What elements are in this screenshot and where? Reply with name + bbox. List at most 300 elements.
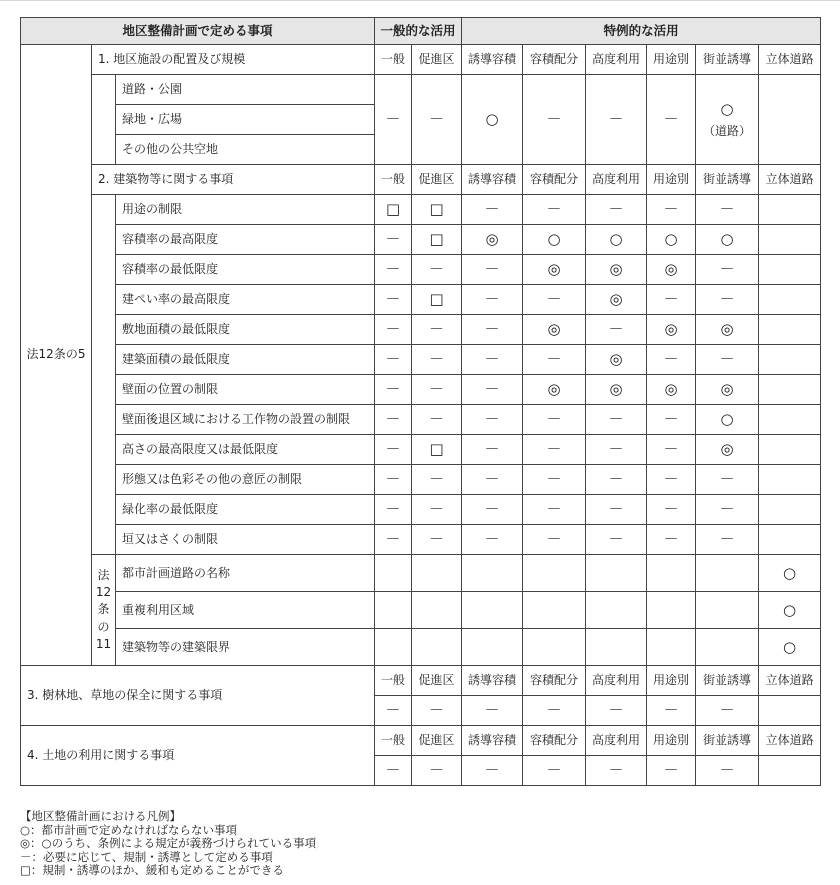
value-cell — [462, 195, 523, 225]
dash-mark: － — [608, 500, 624, 519]
value-cell — [523, 255, 586, 285]
value-cell — [586, 285, 647, 315]
circle-mark: ○ — [783, 637, 797, 656]
dash-mark: － — [484, 380, 500, 399]
column-header: 高度利用 — [586, 726, 647, 756]
value-cell — [586, 696, 647, 726]
dash-mark: － — [719, 500, 735, 519]
value-cell — [759, 465, 821, 495]
dash-mark: － — [385, 470, 401, 489]
value-cell — [759, 285, 821, 315]
dash-mark: － — [385, 110, 401, 129]
dash-mark: － — [546, 200, 562, 219]
item-row — [21, 225, 821, 255]
dash-mark: － — [546, 440, 562, 459]
value-cell — [696, 375, 759, 405]
value-cell — [462, 75, 523, 165]
double-circle-mark: ◎ — [485, 230, 499, 249]
value-cell — [759, 315, 821, 345]
value-cell — [462, 405, 523, 435]
value-cell — [759, 435, 821, 465]
dash-mark: － — [719, 701, 735, 720]
value-cell — [523, 75, 586, 165]
value-cell — [647, 255, 696, 285]
value-cell — [375, 75, 412, 165]
value-cell — [759, 375, 821, 405]
circle-mark: ○ — [547, 230, 561, 249]
indent-cell — [92, 75, 116, 165]
double-circle-mark: ◎ — [609, 290, 623, 309]
dash-mark: － — [546, 110, 562, 129]
section-title: 2. 建築物等に関する事項 — [92, 165, 375, 195]
value-cell — [759, 525, 821, 555]
dash-mark: － — [663, 110, 679, 129]
item-label: 壁面後退区域における工作物の設置の制限 — [116, 405, 375, 435]
value-cell — [696, 225, 759, 255]
column-header: 一般 — [375, 666, 412, 696]
header-matters: 地区整備計画で定める事項 — [21, 18, 375, 45]
value-cell — [647, 756, 696, 786]
dash-mark: － — [484, 410, 500, 429]
dash-mark: － — [385, 230, 401, 249]
value-cell — [696, 555, 759, 592]
table-body — [21, 18, 821, 786]
value-cell — [696, 195, 759, 225]
column-header: 誘導容積 — [462, 666, 523, 696]
value-cell — [375, 375, 412, 405]
column-header: 容積配分 — [523, 45, 586, 75]
dash-mark: － — [385, 380, 401, 399]
value-cell — [696, 592, 759, 629]
value-cell — [375, 555, 412, 592]
value-cell — [462, 285, 523, 315]
column-header: 高度利用 — [586, 666, 647, 696]
value-cell — [462, 345, 523, 375]
value-cell — [523, 195, 586, 225]
double-circle-mark: ◎ — [609, 260, 623, 279]
value-cell — [523, 285, 586, 315]
value-cell — [759, 255, 821, 285]
column-header: 立体道路 — [759, 726, 821, 756]
value-cell — [586, 525, 647, 555]
item-label: 高さの最高限度又は最低限度 — [116, 435, 375, 465]
value-cell — [462, 592, 523, 629]
dash-mark: － — [484, 200, 500, 219]
dash-mark: － — [385, 290, 401, 309]
dash-mark: － — [385, 500, 401, 519]
item-row — [21, 195, 821, 225]
circle-mark: ○ — [720, 410, 734, 429]
item-label: 垣又はさくの制限 — [116, 525, 375, 555]
value-cell — [412, 592, 462, 629]
value-cell — [412, 375, 462, 405]
value-cell — [523, 495, 586, 525]
column-header: 高度利用 — [586, 165, 647, 195]
value-cell — [759, 592, 821, 629]
value-cell — [523, 629, 586, 666]
legend-line: ◎：○のうち、条例による規定が義務づけられている事項 — [20, 836, 317, 850]
double-circle-mark: ◎ — [609, 380, 623, 399]
item-row — [21, 375, 821, 405]
circle-mark: ○ — [609, 230, 623, 249]
value-cell — [696, 495, 759, 525]
item-row — [21, 315, 821, 345]
value-cell — [759, 195, 821, 225]
value-cell — [462, 525, 523, 555]
double-circle-mark: ◎ — [720, 320, 734, 339]
value-cell — [586, 555, 647, 592]
value-cell — [412, 435, 462, 465]
value-cell — [647, 405, 696, 435]
value-cell — [696, 756, 759, 786]
value-cell — [523, 555, 586, 592]
item-label: 形態又は色彩その他の意匠の制限 — [116, 465, 375, 495]
value-cell — [375, 225, 412, 255]
dash-mark: － — [608, 701, 624, 720]
dash-mark: － — [484, 761, 500, 780]
legend-line: ○：都市計画で定めなければならない事項 — [20, 822, 238, 837]
value-cell — [586, 435, 647, 465]
header-general: 一般的な活用 — [375, 18, 462, 45]
item-row — [21, 592, 821, 629]
value-cell — [696, 629, 759, 666]
column-header: 用途別 — [647, 726, 696, 756]
value-cell — [759, 225, 821, 255]
column-header: 街並誘導 — [696, 666, 759, 696]
double-circle-mark: ◎ — [664, 320, 678, 339]
value-cell — [375, 696, 412, 726]
dash-mark: － — [546, 290, 562, 309]
value-cell — [696, 405, 759, 435]
item-row — [21, 285, 821, 315]
value-cell — [462, 629, 523, 666]
circle-mark: ○ — [485, 110, 499, 129]
value-cell — [647, 465, 696, 495]
circle-mark: ○ — [783, 563, 797, 582]
item-label: 道路・公園 — [116, 75, 375, 105]
dash-mark: － — [663, 440, 679, 459]
district-plan-table — [20, 17, 821, 786]
column-header: 立体道路 — [759, 45, 821, 75]
value-cell — [375, 345, 412, 375]
value-cell — [462, 756, 523, 786]
value-cell — [647, 525, 696, 555]
section-title: 3. 樹林地、草地の保全に関する事項 — [21, 666, 375, 726]
dash-mark: － — [484, 500, 500, 519]
item-label: 建ぺい率の最高限度 — [116, 285, 375, 315]
law-12-11-char: 11 — [95, 637, 112, 652]
value-cell — [375, 629, 412, 666]
value-cell — [375, 465, 412, 495]
dash-mark: － — [719, 470, 735, 489]
item-label: 都市計画道路の名称 — [116, 555, 375, 592]
value-cell — [586, 465, 647, 495]
dash-mark: － — [663, 350, 679, 369]
column-header: 用途別 — [647, 45, 696, 75]
value-cell — [375, 285, 412, 315]
dash-mark: － — [719, 761, 735, 780]
value-cell — [523, 525, 586, 555]
value-cell — [375, 756, 412, 786]
item-label: 容積率の最高限度 — [116, 225, 375, 255]
circle-mark: ○ — [783, 600, 797, 619]
dash-mark: － — [429, 320, 445, 339]
value-cell — [412, 285, 462, 315]
double-circle-mark: ◎ — [720, 440, 734, 459]
circle-mark: ○ — [720, 230, 734, 249]
dash-mark: － — [484, 701, 500, 720]
value-cell — [696, 255, 759, 285]
dash-mark: － — [719, 350, 735, 369]
value-cell — [586, 592, 647, 629]
value-cell — [586, 629, 647, 666]
value-cell — [696, 345, 759, 375]
value-cell — [523, 345, 586, 375]
dash-mark: － — [385, 701, 401, 720]
dash-mark: － — [429, 110, 445, 129]
square-mark: □ — [429, 200, 444, 219]
value-cell — [586, 315, 647, 345]
dash-mark: － — [429, 500, 445, 519]
value-cell — [523, 696, 586, 726]
dash-mark: － — [546, 701, 562, 720]
law-12-11-char: の — [97, 619, 110, 634]
value-cell — [412, 555, 462, 592]
dash-mark: － — [546, 470, 562, 489]
item-row — [21, 555, 821, 592]
value-cell — [523, 465, 586, 495]
value-cell — [647, 195, 696, 225]
dash-mark: － — [484, 290, 500, 309]
value-cell — [412, 255, 462, 285]
value-cell — [462, 255, 523, 285]
column-header: 街並誘導 — [696, 165, 759, 195]
dash-mark: － — [484, 350, 500, 369]
item-label: 敷地面積の最低限度 — [116, 315, 375, 345]
section-title: 1. 地区施設の配置及び規模 — [92, 45, 375, 75]
value-cell — [462, 315, 523, 345]
value-cell — [462, 495, 523, 525]
item-label: 重複利用区域 — [116, 592, 375, 629]
value-cell — [647, 75, 696, 165]
column-header: 街並誘導 — [696, 45, 759, 75]
value-cell — [523, 375, 586, 405]
double-circle-mark: ◎ — [547, 380, 561, 399]
dash-mark: － — [608, 530, 624, 549]
value-cell — [759, 405, 821, 435]
law-12-11-char: 条 — [97, 602, 110, 617]
column-header: 促進区 — [412, 726, 462, 756]
section-row — [21, 165, 821, 195]
law-12-11-char: 12 — [95, 584, 112, 599]
legend — [20, 810, 820, 878]
value-cell — [647, 555, 696, 592]
value-cell — [759, 756, 821, 786]
legend-title: 【地区整備計画における凡例】 — [20, 809, 181, 823]
square-mark: □ — [385, 200, 401, 219]
value-cell — [375, 405, 412, 435]
dash-mark: － — [663, 530, 679, 549]
value-cell — [647, 285, 696, 315]
item-label: 緑地・広場 — [116, 105, 375, 135]
value-cell — [759, 495, 821, 525]
law-12-5-label: 法12条の5 — [21, 45, 92, 666]
double-circle-mark: ◎ — [664, 380, 678, 399]
value-cell — [647, 592, 696, 629]
item-row — [21, 465, 821, 495]
column-header: 高度利用 — [586, 45, 647, 75]
dash-mark: － — [484, 530, 500, 549]
item-row — [21, 495, 821, 525]
value-cell — [759, 555, 821, 592]
value-cell — [462, 225, 523, 255]
road-note: （道路） — [703, 124, 752, 139]
dash-mark: － — [385, 410, 401, 429]
dash-mark: － — [484, 470, 500, 489]
law-12-11-char: 法 — [97, 567, 110, 582]
value-cell — [462, 465, 523, 495]
item-row — [21, 345, 821, 375]
dash-mark: － — [663, 200, 679, 219]
value-cell — [523, 225, 586, 255]
value-cell — [696, 435, 759, 465]
value-cell — [523, 315, 586, 345]
value-cell — [412, 75, 462, 165]
square-mark: □ — [429, 230, 444, 249]
value-cell — [696, 525, 759, 555]
dash-mark: － — [546, 350, 562, 369]
value-cell — [759, 629, 821, 666]
value-cell — [696, 696, 759, 726]
dash-mark: － — [429, 350, 445, 369]
value-cell — [523, 592, 586, 629]
double-circle-mark: ◎ — [664, 260, 678, 279]
value-cell — [759, 696, 821, 726]
value-cell — [462, 375, 523, 405]
dash-mark: － — [546, 500, 562, 519]
value-cell — [586, 375, 647, 405]
top-divider — [0, 0, 840, 1]
dash-mark: － — [663, 701, 679, 720]
dash-mark: － — [484, 440, 500, 459]
column-header: 一般 — [375, 165, 412, 195]
double-circle-mark: ◎ — [609, 350, 623, 369]
item-label: 建築物等の建築限界 — [116, 629, 375, 666]
column-header: 容積配分 — [523, 165, 586, 195]
column-header: 促進区 — [412, 666, 462, 696]
dash-mark: － — [429, 530, 445, 549]
square-mark: □ — [429, 440, 444, 459]
column-header: 容積配分 — [523, 726, 586, 756]
section-row — [21, 726, 821, 756]
item-row — [21, 629, 821, 666]
dash-mark: － — [429, 380, 445, 399]
header-special: 特例的な活用 — [462, 18, 821, 45]
dash-mark: － — [484, 260, 500, 279]
dash-mark: － — [663, 290, 679, 309]
column-header: 促進区 — [412, 45, 462, 75]
item-row — [21, 405, 821, 435]
dash-mark: － — [429, 470, 445, 489]
value-cell — [696, 75, 759, 165]
dash-mark: － — [608, 320, 624, 339]
dash-mark: － — [385, 260, 401, 279]
dash-mark: － — [546, 761, 562, 780]
circle-mark: ○ — [664, 230, 678, 249]
value-cell — [523, 405, 586, 435]
dash-mark: － — [719, 530, 735, 549]
item-label: 容積率の最低限度 — [116, 255, 375, 285]
dash-mark: － — [663, 470, 679, 489]
value-cell — [647, 435, 696, 465]
dash-mark: － — [385, 440, 401, 459]
dash-mark: － — [546, 530, 562, 549]
value-cell — [375, 435, 412, 465]
value-cell — [586, 756, 647, 786]
square-mark: □ — [429, 290, 444, 309]
dash-mark: － — [385, 761, 401, 780]
value-cell — [462, 696, 523, 726]
dash-mark: － — [663, 410, 679, 429]
item-label: 緑化率の最低限度 — [116, 495, 375, 525]
value-cell — [462, 435, 523, 465]
value-cell — [586, 225, 647, 255]
law-12-11-label — [92, 555, 116, 666]
dash-mark: － — [663, 761, 679, 780]
value-cell — [412, 405, 462, 435]
section-row — [21, 45, 821, 75]
dash-mark: － — [385, 530, 401, 549]
double-circle-mark: ◎ — [547, 260, 561, 279]
value-cell — [759, 75, 821, 165]
dash-mark: － — [429, 260, 445, 279]
value-cell — [696, 285, 759, 315]
item-label: 壁面の位置の制限 — [116, 375, 375, 405]
item-row — [21, 435, 821, 465]
value-cell — [586, 405, 647, 435]
section-row — [21, 666, 821, 696]
value-cell — [647, 225, 696, 255]
dash-mark: － — [608, 761, 624, 780]
value-cell — [586, 495, 647, 525]
column-header: 容積配分 — [523, 666, 586, 696]
header-row — [21, 18, 821, 45]
dash-mark: － — [608, 440, 624, 459]
dash-mark: － — [385, 350, 401, 369]
value-cell — [647, 375, 696, 405]
dash-mark: － — [385, 320, 401, 339]
value-cell — [759, 345, 821, 375]
value-cell — [412, 525, 462, 555]
value-cell — [412, 629, 462, 666]
section-title: 4. 土地の利用に関する事項 — [21, 726, 375, 786]
item-label: その他の公共空地 — [116, 135, 375, 165]
column-header: 誘導容積 — [462, 45, 523, 75]
value-cell — [412, 495, 462, 525]
dash-mark: － — [429, 410, 445, 429]
value-cell — [462, 555, 523, 592]
dash-mark: － — [719, 290, 735, 309]
value-cell — [647, 315, 696, 345]
double-circle-mark: ◎ — [547, 320, 561, 339]
dash-mark: － — [608, 110, 624, 129]
value-cell — [412, 696, 462, 726]
value-cell — [412, 195, 462, 225]
item-row — [21, 255, 821, 285]
legend-line: －：必要に応じて、規制・誘導として定める事項 — [20, 849, 273, 864]
item-row — [21, 525, 821, 555]
value-cell — [375, 495, 412, 525]
